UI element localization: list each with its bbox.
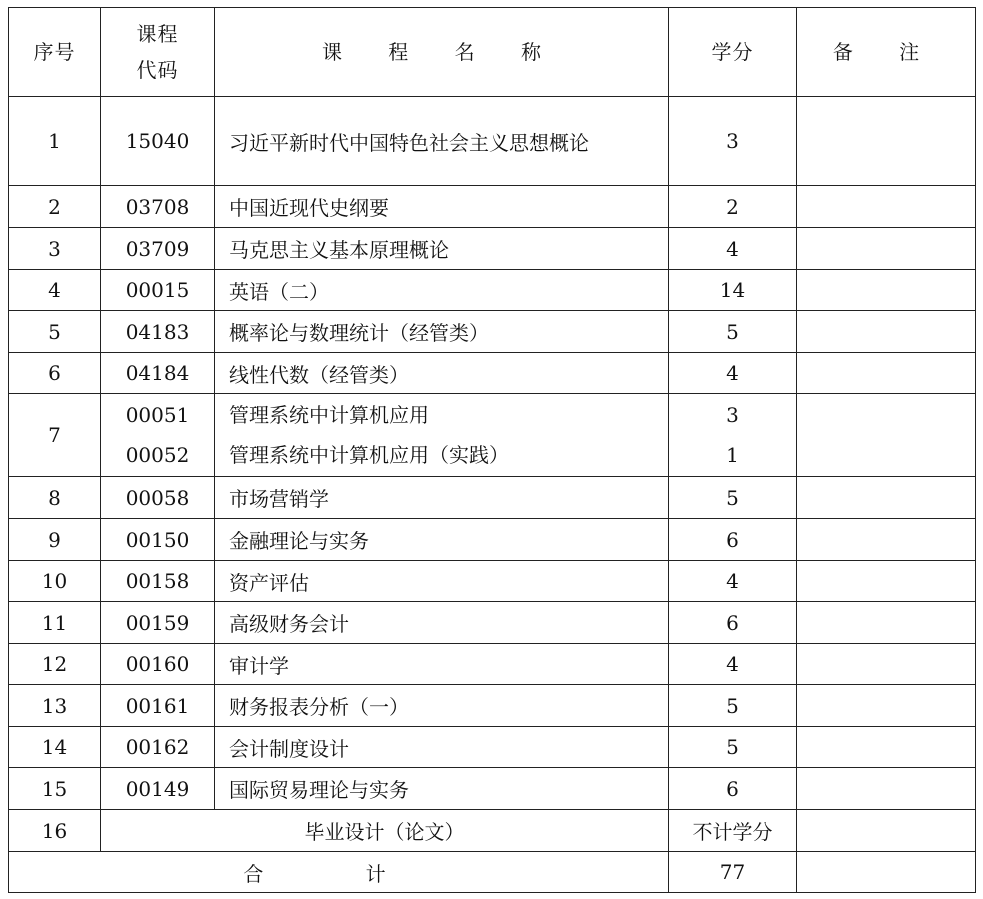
row-index: 9 <box>9 519 101 561</box>
header-index: 序号 <box>9 8 101 97</box>
row-course-name: 资产评估 <box>215 561 669 602</box>
row-code: 03709 <box>101 228 215 270</box>
row-code: 04183 <box>101 311 215 353</box>
row-credit: 4 <box>669 353 797 394</box>
row-remark <box>797 810 976 852</box>
row-course-name: 金融理论与实务 <box>215 519 669 561</box>
row-index: 5 <box>9 311 101 353</box>
table-row-total <box>9 852 976 893</box>
row-course-name: 马克思主义基本原理概论 <box>215 228 669 270</box>
header-code <box>101 8 215 97</box>
table-row <box>9 685 976 727</box>
row-index: 12 <box>9 644 101 685</box>
row-remark <box>797 644 976 685</box>
row-code: 00162 <box>101 727 215 768</box>
row-code: 00159 <box>101 602 215 644</box>
row-credit: 5 <box>669 477 797 519</box>
row-code: 00150 <box>101 519 215 561</box>
row-remark <box>797 477 976 519</box>
row-credit-cell <box>669 394 797 477</box>
course-table <box>8 7 976 893</box>
row-credit: 4 <box>669 644 797 685</box>
row-remark <box>797 186 976 228</box>
row-credit: 6 <box>669 519 797 561</box>
row-remark <box>797 270 976 311</box>
row-index: 4 <box>9 270 101 311</box>
row-course-name: 线性代数（经管类） <box>215 353 669 394</box>
total-credit: 77 <box>669 852 797 893</box>
table-row-thesis <box>9 810 976 852</box>
row-credit: 3 <box>726 403 739 427</box>
row-course-name: 管理系统中计算机应用（实践） <box>229 443 509 467</box>
row-course-name: 会计制度设计 <box>215 727 669 768</box>
header-credit: 学分 <box>669 8 797 97</box>
thesis-credit: 不计学分 <box>669 810 797 852</box>
row-credit: 2 <box>669 186 797 228</box>
table-row <box>9 353 976 394</box>
table-row <box>9 477 976 519</box>
row-remark <box>797 561 976 602</box>
row-credit: 5 <box>669 311 797 353</box>
row-course-name: 中国近现代史纲要 <box>215 186 669 228</box>
row-remark <box>797 602 976 644</box>
row-code: 00160 <box>101 644 215 685</box>
row-credit: 14 <box>669 270 797 311</box>
row-code: 00051 <box>125 403 190 427</box>
row-credit: 5 <box>669 727 797 768</box>
header-remark: 备 注 <box>797 8 976 97</box>
table-row <box>9 311 976 353</box>
table-row <box>9 561 976 602</box>
table-row <box>9 394 976 477</box>
row-index: 15 <box>9 768 101 810</box>
header-name: 课 程 名 称 <box>215 8 669 97</box>
row-remark <box>797 519 976 561</box>
row-index: 7 <box>9 394 101 477</box>
row-remark <box>797 727 976 768</box>
row-index: 2 <box>9 186 101 228</box>
row-remark <box>797 685 976 727</box>
row-code: 00158 <box>101 561 215 602</box>
row-credit: 6 <box>669 602 797 644</box>
row-index: 10 <box>9 561 101 602</box>
row-code: 00161 <box>101 685 215 727</box>
row-remark <box>797 97 976 186</box>
table-row <box>9 270 976 311</box>
row-credit: 6 <box>669 768 797 810</box>
row-index: 16 <box>9 810 101 852</box>
row-course-name-cell <box>215 394 669 477</box>
table-row <box>9 644 976 685</box>
table-row <box>9 727 976 768</box>
row-remark <box>797 353 976 394</box>
thesis-name: 毕业设计（论文） <box>101 810 669 852</box>
row-remark <box>797 852 976 893</box>
row-course-name: 财务报表分析（一） <box>215 685 669 727</box>
table-row <box>9 186 976 228</box>
header-code-text: 课程代码 <box>136 22 179 82</box>
row-index: 6 <box>9 353 101 394</box>
row-course-name: 国际贸易理论与实务 <box>215 768 669 810</box>
row-credit: 4 <box>669 228 797 270</box>
row-code: 00015 <box>101 270 215 311</box>
total-label: 合 计 <box>9 852 669 893</box>
row-remark <box>797 228 976 270</box>
row-index: 11 <box>9 602 101 644</box>
row-code: 00149 <box>101 768 215 810</box>
row-course-name: 管理系统中计算机应用 <box>229 403 429 427</box>
row-course-name: 英语（二） <box>215 270 669 311</box>
row-remark <box>797 311 976 353</box>
row-course-name: 市场营销学 <box>215 477 669 519</box>
row-index: 14 <box>9 727 101 768</box>
row-remark <box>797 394 976 477</box>
row-credit: 1 <box>726 443 739 467</box>
row-code: 15040 <box>101 97 215 186</box>
row-course-name: 审计学 <box>215 644 669 685</box>
table-row <box>9 602 976 644</box>
table-header-row <box>9 8 976 97</box>
row-remark <box>797 768 976 810</box>
table-row <box>9 228 976 270</box>
row-course-name: 高级财务会计 <box>215 602 669 644</box>
row-code: 00058 <box>101 477 215 519</box>
row-credit: 3 <box>669 97 797 186</box>
row-index: 13 <box>9 685 101 727</box>
table-row <box>9 519 976 561</box>
table-row <box>9 768 976 810</box>
row-course-name: 习近平新时代中国特色社会主义思想概论 <box>215 97 669 186</box>
row-index: 1 <box>9 97 101 186</box>
row-code: 00052 <box>125 443 190 467</box>
row-code: 03708 <box>101 186 215 228</box>
row-index: 8 <box>9 477 101 519</box>
table-row <box>9 97 976 186</box>
row-credit: 5 <box>669 685 797 727</box>
row-code: 04184 <box>101 353 215 394</box>
row-index: 3 <box>9 228 101 270</box>
row-credit: 4 <box>669 561 797 602</box>
row-course-name: 概率论与数理统计（经管类） <box>215 311 669 353</box>
row-code-cell <box>101 394 215 477</box>
